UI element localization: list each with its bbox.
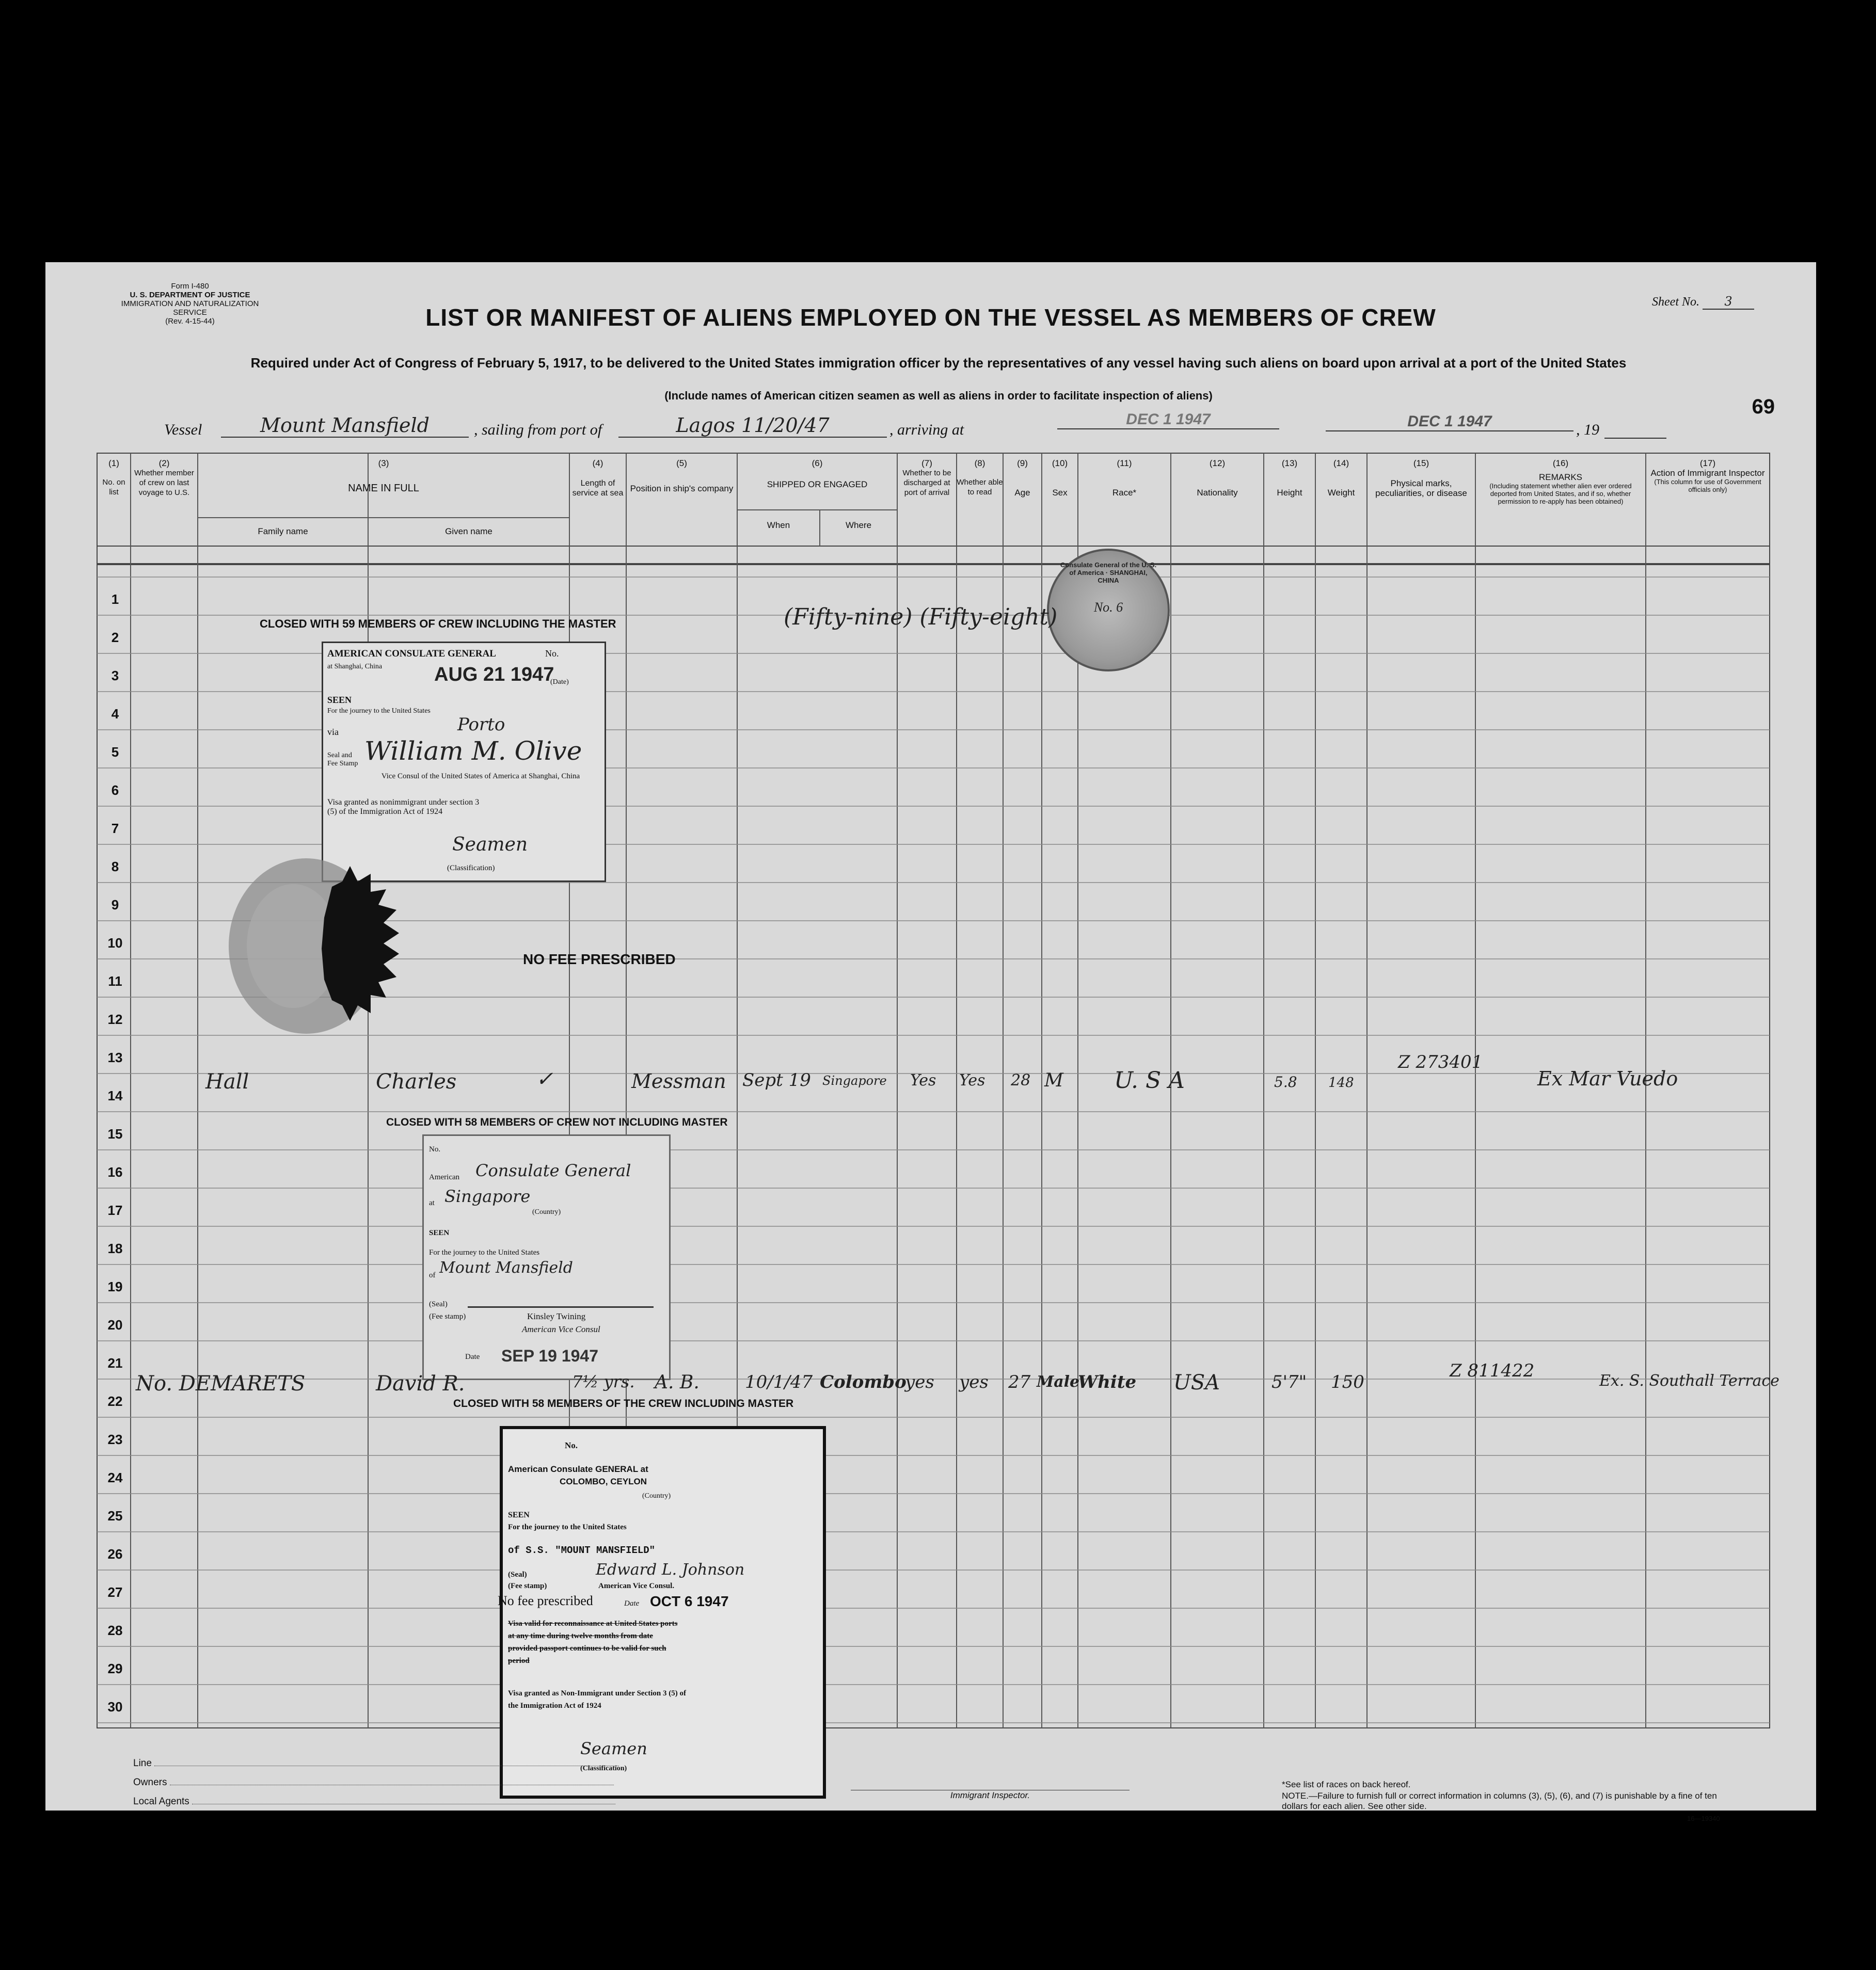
- footer-agents-label: Local Agents: [133, 1796, 189, 1807]
- stamp-consulate: Consulate General: [475, 1161, 631, 1180]
- stamp-signature: William M. Olive: [364, 736, 582, 766]
- stamp-at-label: at: [429, 1199, 435, 1207]
- stamp-visa-terms: Visa granted as nonimmigrant under section 3 (5) of the Immigration Act of 1924: [327, 798, 480, 816]
- no-fee-prescribed: NO FEE PRESCRIBED: [523, 951, 676, 967]
- row-number: 21: [107, 1355, 123, 1371]
- stamp-officer-name: Kinsley Twining: [527, 1311, 586, 1321]
- family-name-header: Family name: [258, 526, 308, 536]
- stamp-journey: For the journey to the United States: [508, 1523, 627, 1531]
- row-number: 2: [111, 630, 119, 645]
- row-22-when: 10/1/47: [745, 1372, 813, 1392]
- sailing-port: Lagos 11/20/47: [618, 414, 887, 438]
- stamp-date: SEP 19 1947: [501, 1347, 599, 1365]
- row-number: 6: [111, 782, 119, 798]
- footer-agents: [133, 1796, 615, 1807]
- col-9-header: (9) Age: [1014, 458, 1030, 498]
- arriving-stamp: DEC 1 1947: [1057, 411, 1279, 429]
- stamp-no-label: No.: [429, 1145, 441, 1154]
- row-number: 1: [111, 591, 119, 607]
- stamp-seen: SEEN: [429, 1229, 450, 1237]
- remarks-note: (Including statement whether alien ever ordered deported from United States, and if so, whether permission to re-apply has been obtained): [1489, 482, 1632, 505]
- stamp-officer-title: American Vice Consul: [522, 1324, 600, 1334]
- page-title: LIST OR MANIFEST OF ALIENS EMPLOYED ON THE VESSEL AS MEMBERS OF CREW: [425, 304, 1436, 331]
- stamp-place: at Shanghai, China: [327, 663, 383, 670]
- col-13-header: (13) Height: [1277, 458, 1302, 498]
- col-8-header: (8) Whether able to read: [957, 458, 1003, 496]
- singapore-visa-stamp: [422, 1134, 671, 1380]
- stamp-visa-terms: Visa granted as Non-Immigrant under Section 3 (5) of the Immigration Act of 1924: [508, 1689, 686, 1710]
- stamp-classification-value: Seamen: [452, 834, 528, 855]
- stamp-header: American Consulate GENERAL at: [508, 1464, 648, 1474]
- stamp-seen: SEEN: [327, 695, 352, 705]
- manifest-page: [45, 262, 1816, 1822]
- stamp-header: AMERICAN CONSULATE GENERAL: [327, 648, 496, 659]
- row-14-marks: Z 273401: [1398, 1052, 1483, 1072]
- arriving-label: , arriving at: [889, 421, 964, 438]
- stamp-signature-scribble: [468, 1291, 654, 1308]
- row-number: 10: [107, 935, 123, 951]
- stamp-classification-label: (Classification): [447, 864, 495, 872]
- stamp-country-label: (Country): [642, 1492, 671, 1500]
- stamp-journey: For the journey to the United States: [327, 707, 431, 715]
- row-number: 9: [111, 897, 119, 912]
- row-22-read: yes: [959, 1372, 989, 1392]
- row-number: 29: [107, 1661, 123, 1676]
- col-14-header: (14) Weight: [1327, 458, 1355, 498]
- year-label: , 19: [1576, 421, 1599, 438]
- form-service: IMMIGRATION AND NATURALIZATION SERVICE: [121, 299, 259, 317]
- stamp-date: OCT 6 1947: [650, 1593, 729, 1609]
- row-number: 27: [107, 1584, 123, 1600]
- footer-owners: [133, 1777, 614, 1788]
- col-1-header: (1) No. on list: [102, 458, 125, 496]
- row-14-remarks: Ex Mar Vuedo: [1537, 1067, 1678, 1090]
- row-number: 30: [107, 1699, 123, 1715]
- col-5-header: (5) Position in ship's company: [630, 458, 734, 493]
- row-14-when: Sept 19: [742, 1070, 811, 1091]
- inspector-label: Immigrant Inspector.: [950, 1790, 1030, 1800]
- stamp-seal-label: Seal and Fee Stamp: [327, 751, 358, 767]
- page-number: 69: [1752, 395, 1775, 418]
- given-name-header: Given name: [445, 526, 492, 536]
- row-14-discharged: Yes: [910, 1071, 936, 1090]
- footer-owners-label: Owners: [133, 1777, 167, 1788]
- stamp-seen: SEEN: [508, 1511, 530, 1519]
- form-number: Form I-480: [171, 282, 209, 291]
- stamp-no-fee: No fee prescribed: [498, 1593, 593, 1608]
- row-number: 15: [107, 1126, 123, 1142]
- row-number: 18: [107, 1241, 123, 1256]
- when-header: When: [767, 520, 790, 530]
- closed-with-handwritten-1: (Fifty-nine) (Fifty-eight): [784, 604, 1058, 630]
- colombo-visa-stamp: [500, 1426, 826, 1799]
- row-22-weight: 150: [1331, 1372, 1364, 1392]
- stamp-no-label: No.: [565, 1440, 578, 1450]
- row-22-position: A. B.: [655, 1372, 699, 1393]
- row-22-where: Colombo: [820, 1372, 907, 1392]
- stamp-of-label: of: [429, 1271, 436, 1279]
- stamp-place: COLOMBO, CEYLON: [560, 1477, 647, 1486]
- row-22-sex: Male: [1037, 1373, 1080, 1391]
- form-revision: (Rev. 4-15-44): [165, 317, 215, 326]
- row-14-nationality: U. S A: [1114, 1067, 1185, 1094]
- inspector-signature-line: [851, 1790, 1130, 1801]
- row-14-age: 28: [1011, 1071, 1031, 1090]
- footer-line: [133, 1758, 619, 1769]
- row-14-height: 5.8: [1274, 1074, 1297, 1091]
- row-number: 25: [107, 1508, 123, 1524]
- stamp-seal-label: (Seal): [508, 1571, 527, 1579]
- row-number: 20: [107, 1317, 123, 1333]
- row-22-family: No. DEMARETS: [136, 1372, 306, 1396]
- row-14-family: Hall: [205, 1070, 249, 1094]
- stamp-via-label: via: [327, 727, 339, 737]
- stamp-signature: Edward L. Johnson: [596, 1561, 745, 1579]
- col-15-header: (15) Physical marks, peculiarities, or disease: [1375, 458, 1467, 498]
- stamp-classification-value: Seamen: [580, 1739, 647, 1758]
- col-11-header: (11) Race*: [1112, 458, 1137, 498]
- stamp-classification-label: (Classification): [580, 1765, 627, 1772]
- row-number: 19: [107, 1279, 123, 1294]
- vessel-name: Mount Mansfield: [221, 414, 469, 438]
- row-number: 26: [107, 1546, 123, 1562]
- stamp-date-label: Date: [624, 1599, 640, 1608]
- stamp-date-label: (Date): [550, 678, 569, 686]
- stamp-seal-label: (Seal): [429, 1300, 448, 1308]
- stamp-date-label: Date: [465, 1353, 480, 1361]
- col-7-header: (7) Whether to be discharged at port of arrival: [902, 458, 951, 497]
- stamp-country-label: (Country): [532, 1208, 561, 1216]
- row-14-where: Singapore: [822, 1074, 887, 1088]
- stamp-validity: Visa valid for reconnaissance at United States ports at any time during twelve months from date provided passport continues to be valid for such period: [508, 1620, 678, 1665]
- form-department: U. S. DEPARTMENT OF JUSTICE: [130, 291, 250, 299]
- stamp-journey: For the journey to the United States: [429, 1248, 540, 1257]
- notarial-seal-sticker: [221, 845, 438, 1042]
- col-3-header: (3) NAME IN FULL: [348, 458, 419, 494]
- row-22-discharged: yes: [905, 1372, 934, 1392]
- stamp-via-value: Porto: [457, 714, 505, 735]
- row-number: 28: [107, 1623, 123, 1638]
- stamp-ship: of S.S. "MOUNT MANSFIELD": [508, 1545, 656, 1556]
- col-12-header: (12) Nationality: [1197, 458, 1238, 498]
- col-4-header: (4) Length of service at sea: [572, 458, 624, 498]
- row-14-given: Charles: [376, 1070, 457, 1094]
- row-22-marks: Z 811422: [1450, 1360, 1535, 1381]
- stamp-date: AUG 21 1947: [434, 664, 554, 685]
- row-number: 4: [111, 706, 119, 722]
- closed-with-line-2: CLOSED WITH 58 MEMBERS OF CREW NOT INCLUDING MASTER: [386, 1116, 728, 1128]
- row-22-race: White: [1078, 1372, 1137, 1392]
- row-14-read: Yes: [959, 1071, 985, 1090]
- row-14-weight: 148: [1328, 1075, 1354, 1091]
- page-subtitle: Required under Act of Congress of February 5, 1917, to be delivered to the United States immigration officer by the representatives of any vessel having such aliens on board upon arrival at a port of the United States: [250, 355, 1627, 371]
- penalty-note: NOTE.—Failure to furnish full or correct information in columns (3), (5), (6), and (7) is punishable by a fine of ten dollars for each alien. See other side.: [1282, 1791, 1717, 1811]
- row-14-sex: M: [1044, 1070, 1063, 1091]
- action-note: (This column for use of Government officials only): [1654, 478, 1761, 493]
- row-number: 11: [108, 973, 122, 989]
- row-14-last-voyage: ✓: [536, 1067, 553, 1091]
- closed-with-line-3: CLOSED WITH 58 MEMBERS OF THE CREW INCLUDING MASTER: [453, 1398, 794, 1410]
- row-number: 16: [107, 1164, 123, 1180]
- row-number: 12: [107, 1012, 123, 1027]
- row-22-service: 7½ yrs.: [572, 1372, 635, 1391]
- row-22-given: David R.: [376, 1372, 465, 1396]
- row-number: 13: [107, 1050, 123, 1065]
- where-header: Where: [845, 520, 872, 530]
- page-note: (Include names of American citizen seamen as well as aliens in order to facilitate inspection of aliens): [664, 389, 1213, 402]
- stamp-fee-label: (Fee stamp): [508, 1582, 547, 1590]
- stamp-place: Singapore: [444, 1187, 531, 1206]
- row-number: 24: [107, 1470, 123, 1485]
- seal-ring-text: Consulate General of the U. S. of America · SHANGHAI, CHINA: [1060, 561, 1157, 584]
- vessel-label: Vessel: [164, 421, 202, 438]
- stamp-american-label: American: [429, 1173, 460, 1181]
- row-number: 14: [107, 1088, 123, 1103]
- sheet-value: 3: [1703, 294, 1754, 310]
- row-number: 23: [107, 1432, 123, 1447]
- stamp-officer: American Vice Consul.: [598, 1582, 675, 1590]
- row-14-position: Messman: [631, 1070, 726, 1093]
- row-number: 22: [107, 1394, 123, 1409]
- footer-line-label: Line: [133, 1758, 152, 1769]
- stamp-ship: Mount Mansfield: [439, 1259, 573, 1277]
- stamp-fee-label: (Fee stamp): [429, 1312, 466, 1321]
- col-2-header: (2) Whether member of crew on last voyage to U.S.: [134, 458, 194, 497]
- stamp-officer: Vice Consul of the United States of America at Shanghai, China: [381, 772, 580, 780]
- row-number: 8: [111, 859, 119, 874]
- row-number: 3: [111, 668, 119, 683]
- row-number: 5: [111, 744, 119, 760]
- row-22-remarks: Ex. S. Southall Terrace: [1599, 1372, 1779, 1390]
- sailing-label: , sailing from port of: [474, 421, 602, 438]
- row-22-age: 27: [1008, 1372, 1031, 1392]
- col-6-header: (6) SHIPPED OR ENGAGED: [767, 458, 868, 489]
- consulate-seal: [1047, 549, 1170, 671]
- row-number: 17: [107, 1203, 123, 1218]
- form-code: 16—19340: [1687, 1815, 1720, 1822]
- seal-center-text: No. 6: [1093, 600, 1123, 615]
- row-22-height: 5'7": [1271, 1372, 1307, 1392]
- col-17-header: (17) Action of Immigrant Inspector (This column for use of Government officials only): [1646, 458, 1770, 493]
- arrival-date-stamp: DEC 1 1947: [1326, 413, 1573, 431]
- col-10-header: (10) Sex: [1052, 458, 1068, 498]
- col-16-header: (16) REMARKS (Including statement whether alien ever ordered deported from United States, and if so, whether permission to re-apply has been obtained): [1475, 458, 1646, 505]
- row-number: 7: [111, 821, 119, 836]
- sheet-label: Sheet No.: [1652, 295, 1699, 309]
- races-note: *See list of races on back hereof.: [1282, 1780, 1411, 1789]
- closed-with-line-1: CLOSED WITH 59 MEMBERS OF CREW INCLUDING THE MASTER: [260, 617, 616, 630]
- row-22-nationality: USA: [1173, 1371, 1220, 1395]
- stamp-no-label: No.: [545, 648, 559, 659]
